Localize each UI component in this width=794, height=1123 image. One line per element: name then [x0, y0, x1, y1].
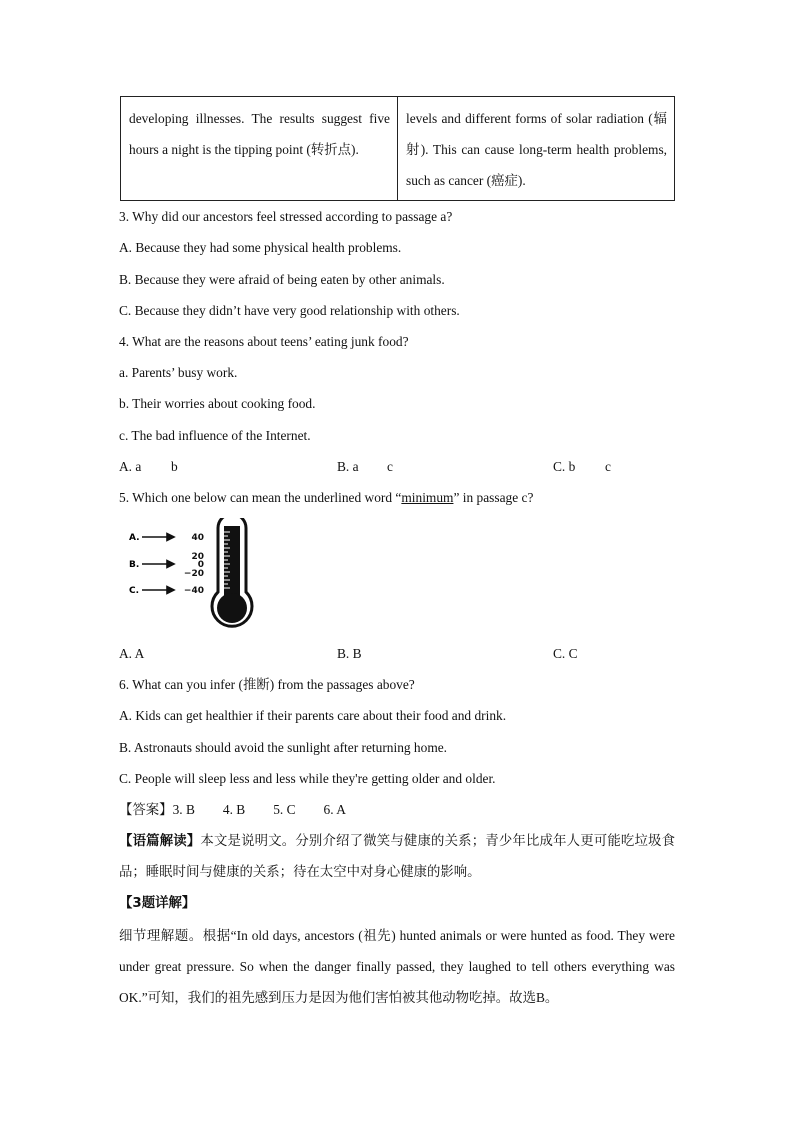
- q6-option-a: A. Kids can get healthier if their parents care about their food and drink.: [119, 708, 507, 723]
- q4-item-b: b. Their worries about cooking food.: [119, 396, 316, 411]
- thermometer-icon: [212, 518, 252, 626]
- q5-stem: [119, 490, 533, 506]
- table-cell-left: developing illnesses. The results suggest five hours a night is the tipping point (转折点).: [121, 97, 398, 201]
- q5-option-c: C. C: [553, 646, 578, 661]
- figure-label-c: C.: [129, 586, 140, 596]
- arrow-a-head-icon: [167, 534, 174, 541]
- q4-option-a-second: b: [171, 459, 178, 474]
- q5-stem-pre: 5. Which one below can mean the underlined word “: [119, 490, 402, 505]
- answer-item: 4. B: [222, 802, 246, 817]
- q3-option-b: B. Because they were afraid of being eaten by other animals.: [119, 272, 445, 287]
- q5-option-a: A. A: [119, 646, 145, 661]
- detail-label: 【3题详解】: [119, 896, 196, 911]
- q3-option-a: A. Because they had some physical health problems.: [119, 240, 402, 255]
- q4-option-b-second: c: [387, 459, 393, 474]
- passage-table: [120, 96, 675, 201]
- detail-paragraph: 细节理解题。根据“In old days, ancestors (祖先) hunted animals or were hunted as food. They were under great pressure. So when the danger finally passed, they laughed to tell others everything was OK.”可知，我们的祖先感到压力是因为他们害怕被其他动物吃掉。故选B。: [119, 928, 675, 1005]
- q4-stem: 4. What are the reasons about teens’ eating junk food?: [119, 334, 409, 349]
- q4-option-b: B. a: [337, 459, 359, 474]
- tick-label-0: 0: [197, 560, 204, 570]
- table-cell-right: levels and different forms of solar radiation (辐射). This can cause long-term health problems, such as cancer (癌症).: [398, 97, 675, 201]
- answer-item: 6. A: [323, 802, 346, 817]
- tick-label-minus-20: −20: [183, 569, 204, 579]
- tick-label-20: 20: [191, 552, 204, 562]
- q4-option-a: A. a: [119, 459, 142, 474]
- q3-option-c: C. Because they didn’t have very good relationship with others.: [119, 303, 460, 318]
- q5-stem-post: ” in passage c?: [453, 490, 534, 505]
- figure-label-a: A.: [129, 533, 140, 543]
- q6-option-b: B. Astronauts should avoid the sunlight after returning home.: [119, 740, 448, 755]
- q5-option-b: B. B: [337, 646, 362, 661]
- q6-option-c: C. People will sleep less and less while they're getting older and older.: [119, 771, 496, 786]
- thermometer-figure: [126, 518, 266, 634]
- tick-label-40: 40: [191, 533, 204, 543]
- answer-line: [119, 802, 374, 819]
- q4-item-c: c. The bad influence of the Internet.: [119, 428, 311, 443]
- tick-label-minus-40: −40: [183, 586, 204, 596]
- analysis-label: 【语篇解读】: [119, 834, 201, 849]
- q6-stem: 6. What can you infer (推断) from the passages above?: [119, 677, 415, 692]
- arrow-b-head-icon: [167, 561, 174, 568]
- analysis-text: 本文是说明文。分别介绍了微笑与健康的关系；青少年比成年人更可能吃垃圾食品；睡眠时间与健康的关系；待在太空中对身心健康的影响。: [119, 834, 676, 880]
- analysis-paragraph: [119, 826, 675, 888]
- q5-underlined-word: minimum: [401, 490, 454, 505]
- answer-item: 3. B: [172, 802, 195, 817]
- figure-label-b: B.: [129, 560, 140, 570]
- answer-item: 5. C: [273, 802, 296, 817]
- q4-option-c: C. b: [553, 459, 576, 474]
- answer-label: 【答案】: [119, 803, 173, 818]
- q4-item-a: a. Parents’ busy work.: [119, 365, 238, 380]
- arrow-c-head-icon: [167, 587, 174, 594]
- q4-option-c-second: c: [605, 459, 611, 474]
- q3-stem: 3. Why did our ancestors feel stressed according to passage a?: [119, 209, 453, 224]
